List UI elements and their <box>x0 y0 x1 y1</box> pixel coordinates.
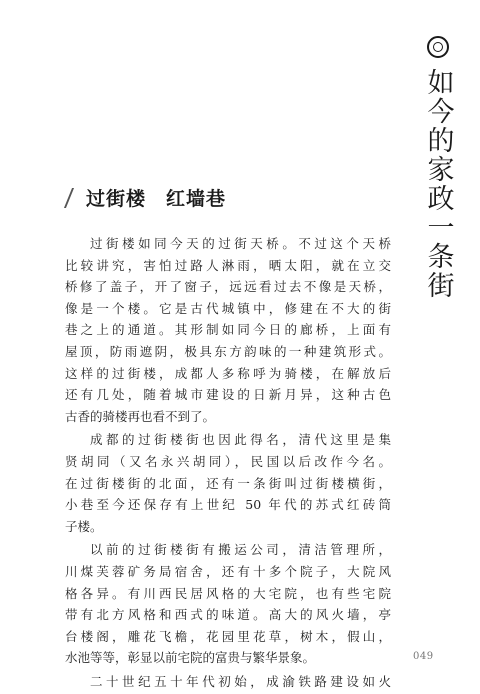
text-line: 格各异。有川西民居风格的大宅院，也有些宅院 <box>65 585 391 601</box>
page-number: 049 <box>413 651 434 662</box>
text-line: 带有北方风格和西式的味道。高大的风火墙，亭 <box>65 607 391 623</box>
chapter-title <box>418 36 458 300</box>
section-heading-text: 过街楼 红墙巷 <box>86 188 227 210</box>
text-line: 小巷至今还保存有上世纪 50 年代的苏式红砖筒 <box>65 497 391 513</box>
text-line: 古香的骑楼再也看不到了。 <box>65 408 216 424</box>
text-line: 像是一个楼。它是古代城镇中，修建在不大的街 <box>65 300 391 316</box>
text-line: 这样的过街楼，成都人多称呼为骑楼，在解放后 <box>65 365 391 381</box>
text-line: 屋顶，防雨遮阴，极具东方韵味的一种建筑形式。 <box>65 343 391 359</box>
text-line: 台楼阁，雕花飞檐，花园里花草，树木，假山， <box>65 628 391 644</box>
paragraph <box>65 671 391 693</box>
text-line: 成都的过街楼街也因此得名，清代这里是集 <box>90 432 391 448</box>
text-line: 水池等等，彰显以前宅院的富贵与繁华景象。 <box>65 650 316 666</box>
paragraph <box>65 429 391 537</box>
text-line: 在过街楼街的北面，还有一条街叫过街楼横街， <box>65 475 391 491</box>
text-line: 川煤芙蓉矿务局宿舍，还有十多个院子，大院风 <box>65 563 391 579</box>
text-line: 桥修了盖子，开了窗子，远远看过去不像是天桥， <box>65 279 391 295</box>
paragraph <box>65 539 391 669</box>
text-line: 还有几处，随着城市建设的日新月异，这种古色 <box>65 387 391 403</box>
text-line: 过街楼如同今天的过街天桥。不过这个天桥 <box>90 236 391 251</box>
paragraph <box>65 233 391 427</box>
text-line: 二十世纪五十年代初始，成渝铁路建设如火 <box>90 673 391 689</box>
text-line: 巷之上的通道。其形制如同今日的廊桥，上面有 <box>65 322 391 338</box>
chapter-title-text: 如今的家政一条街 <box>422 68 454 300</box>
double-circle-icon <box>427 36 449 58</box>
slash-icon <box>64 188 74 208</box>
text-line: 贤胡同（又名永兴胡同），民国以后改作今名。 <box>65 453 391 469</box>
section-heading <box>68 184 226 211</box>
text-line: 比较讲究，害怕过路人淋雨，晒太阳，就在立交 <box>65 257 391 273</box>
body-text <box>65 233 391 694</box>
text-line: 子楼。 <box>65 518 103 534</box>
text-line: 以前的过街楼街有搬运公司，清洁管理所， <box>90 542 391 558</box>
